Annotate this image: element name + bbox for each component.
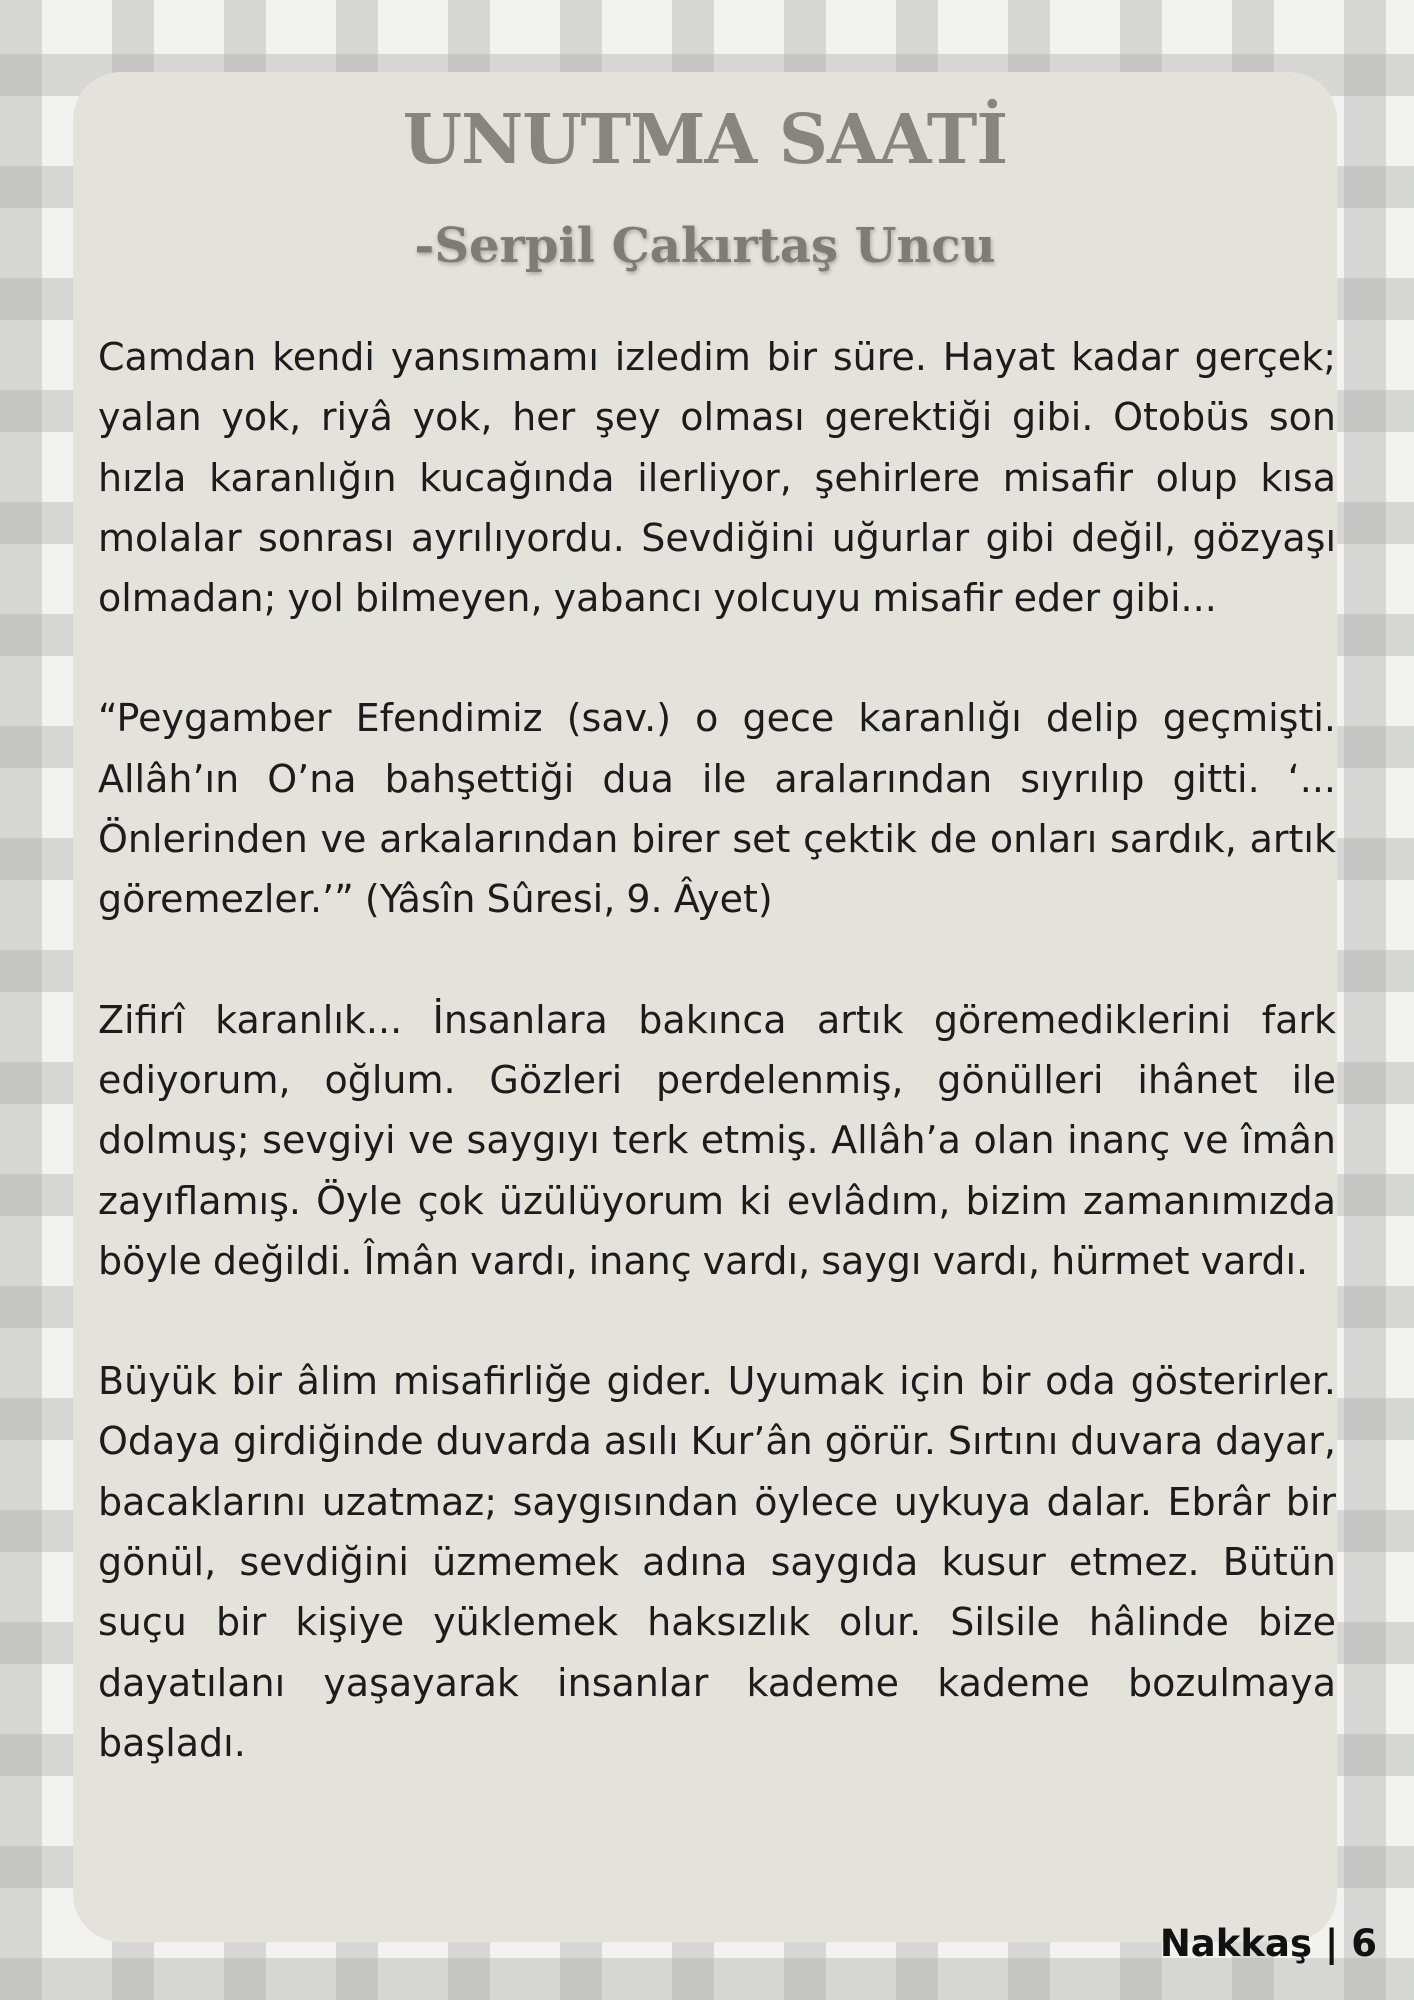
- paragraph-2: “Peygamber Efendimiz (sav.) o gece karanlığı delip geçmişti. Allâh’ın O’na bahşettiği dua ile aralarından sıyrılıp gitti. ‘... Önlerinden ve arkalarından birer set çektik de onları sardık, artık göremezler.’” (Yâsîn Sûresi, 9. Âyet): [98, 696, 1336, 922]
- paragraph-4: Büyük bir âlim misafirliğe gider. Uyumak için bir oda gösterirler. Odaya girdiğinde duvarda asılı Kur’ân görür. Sırtını duvara dayar, bacaklarını uzatmaz; saygısından öylece uykuya dalar. Ebrâr bir gönül, sevdiğini üzmemek adına saygıda kusur etmez. Bütün suçu bir kişiye yüklemek haksızlık olur. Silsile hâlinde bize dayatılanı yaşayarak insanlar kademe kademe bozulmaya başladı.: [98, 1359, 1336, 1765]
- article-title: UNUTMA SAATİ: [402, 100, 1008, 180]
- paragraph-1: Camdan kendi yansımamı izledim bir süre. Hayat kadar gerçek; yalan yok, riyâ yok, her şey olması gerektiği gibi. Otobüs son hızla karanlığın kucağında ilerliyor, şehirlere misafir olup kısa molalar sonrası ayrılıyordu. Sevdiğini uğurlar gibi değil, gözyaşı olmadan; yol bilmeyen, yabancı yolcuyu misafir eder gibi...: [98, 335, 1336, 621]
- article-body: [98, 327, 1336, 1833]
- article-author: -Serpil Çakırtaş Uncu: [414, 218, 996, 274]
- page-footer: Nakkaş | 6: [1159, 1922, 1377, 1965]
- paragraph-3: Zifirî karanlık... İnsanlara bakınca artık göremediklerini fark ediyorum, oğlum. Gözleri perdelenmiş, gönülleri ihânet ile dolmuş; sevgiyi ve saygıyı terk etmiş. Allâh’a olan inanç ve îmân zayıflamış. Öyle çok üzülüyorum ki evlâdım, bizim zamanımızda böyle değildi. Îmân vardı, inanç vardı, saygı vardı, hürmet vardı.: [98, 997, 1336, 1283]
